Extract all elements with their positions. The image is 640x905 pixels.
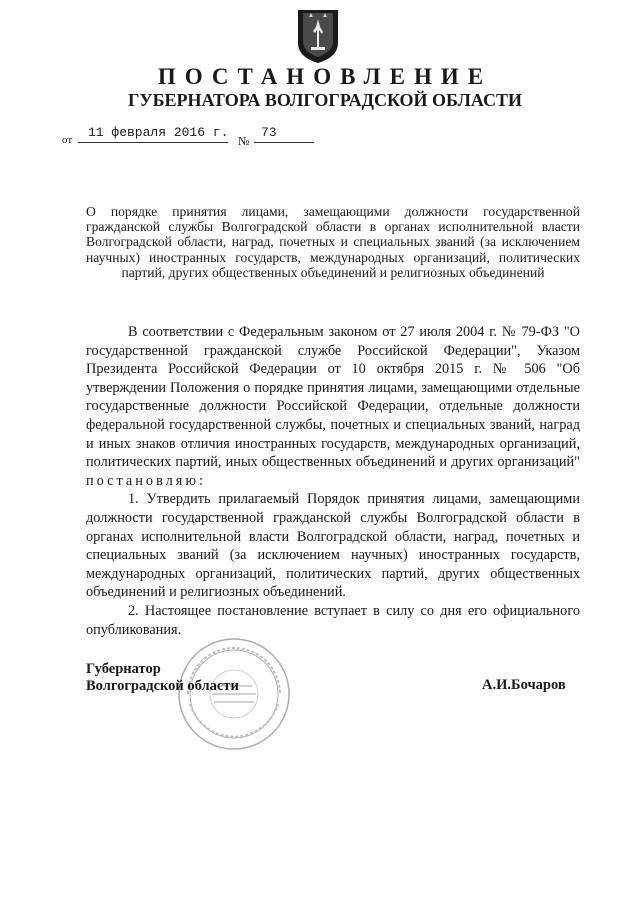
- paragraph-item-2: 2. Настоящее постановление вступает в силу со дня его официального опубликования.: [86, 602, 580, 638]
- number-prefix: №: [238, 134, 250, 148]
- date-prefix: от: [62, 134, 73, 146]
- document-title: ПОСТАНОВЛЕНИЕ: [157, 64, 493, 89]
- preamble-text: В соответствии с Федеральным законом от 27 июля 2004 г. № 79-ФЗ "О государственной гражданской службе Российской Федерации", Указом Президента Российской Федерации от 10 октября 2015 г. № 506 "Об утверждении Положения о порядке принятия лицами, замещающими отдельные государственные должности Российской Федерации, отдельные должности федеральной государственной службы, почетных и специальных званий, наград и иных знаков отличия иностранных государств, международных организаций, политических партий, иных общественных объединений и других организаций": [86, 324, 580, 471]
- coat-of-arms-icon: [295, 7, 341, 65]
- paragraph-item-1: 1. Утвердить прилагаемый Порядок принятия лицами, замещающими должности государственной гражданской службы Волгоградской области в органах исполнительной власти Волгоградской области, наград, почетных и специальных званий (за исключением научных) иностранных государств, международных организаций, политических партий, других общественных объединений и религиозных объединений.: [86, 491, 580, 601]
- document-subtitle: ГУБЕРНАТОРА ВОЛГОГРАДСКОЙ ОБЛАСТИ: [127, 90, 523, 110]
- resolution-verb: постановляю:: [86, 472, 206, 489]
- document-date: 11 февраля 2016 г.: [88, 125, 229, 140]
- date-underline: [78, 142, 228, 143]
- date-number-line: [62, 125, 322, 149]
- number-underline: [254, 142, 314, 143]
- signer-name: А.И.Бочаров: [482, 677, 566, 693]
- document-heading: О порядке принятия лицами, замещающими должности государственной гражданской службы Волгоградской области в органах исполнительной власти Волгоградской области, наград, почетных и специальных званий (за исключением научных) иностранных государств, международных организаций, политических партий, других общественных объединений и религиозных объединений: [86, 204, 580, 280]
- signature-position: Губернатор: [86, 661, 161, 677]
- document-body: [86, 323, 580, 639]
- signature-block: [86, 661, 239, 695]
- signature-region: Волгоградской области: [86, 678, 239, 694]
- document-number: 73: [261, 125, 277, 140]
- paragraph-preamble: [86, 323, 580, 490]
